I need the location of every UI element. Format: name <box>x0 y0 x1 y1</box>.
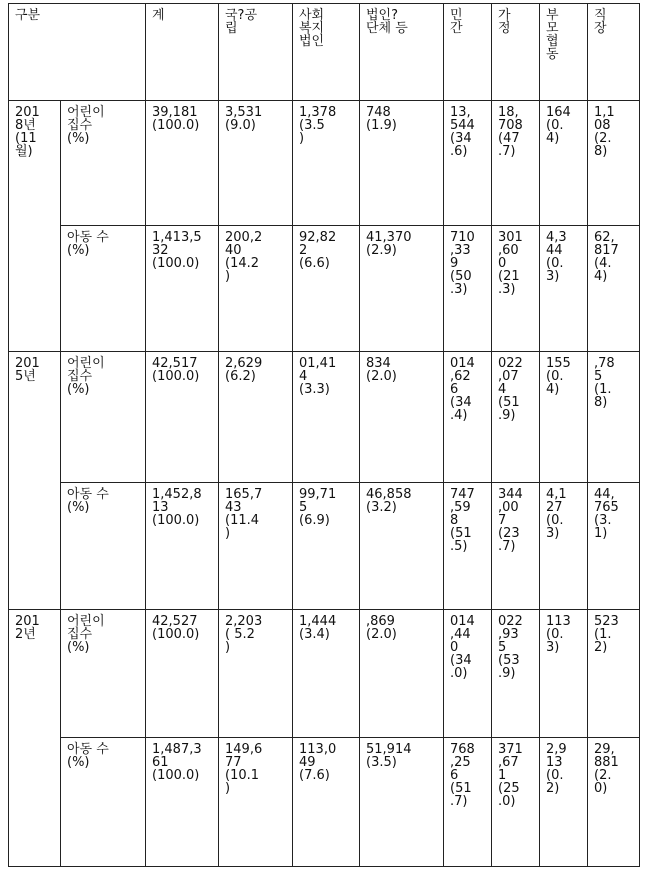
cell-value: 3,531 (9.0) <box>225 105 263 133</box>
table-row <box>9 101 640 226</box>
header-total <box>146 4 219 101</box>
cell-social-welfare <box>293 610 360 738</box>
cell-parent-coop <box>540 483 588 610</box>
cell-value: 014 ,44 0 (34 .0) <box>450 614 475 681</box>
cell-value: 113,0 49 (7.6) <box>299 742 337 783</box>
row-label: 아동 수 (%) <box>67 487 109 515</box>
cell-value: 2,9 13 (0. 2) <box>546 742 567 796</box>
cell-value: 42,527 (100.0) <box>152 614 200 642</box>
cell-total <box>146 738 219 867</box>
year-label: 201 8년 (11 월) <box>15 105 40 159</box>
table-row <box>9 738 640 867</box>
header-private-label: 민 간 <box>450 8 463 36</box>
cell-value: 523 (1. 2) <box>594 614 619 655</box>
cell-value: 1,487,3 61 (100.0) <box>152 742 202 783</box>
cell-value: 022 ,93 5 (53 .9) <box>498 614 523 681</box>
header-category-label: 구분 <box>15 8 41 23</box>
cell-value: 2,629 (6.2) <box>225 356 263 384</box>
cell-home <box>492 483 540 610</box>
cell-private <box>444 483 492 610</box>
cell-private <box>444 101 492 226</box>
cell-workplace <box>588 226 640 352</box>
year-cell <box>9 101 61 352</box>
cell-value: 165,7 43 (11.4 ) <box>225 487 263 541</box>
cell-public <box>219 101 293 226</box>
cell-corporate <box>360 226 444 352</box>
row-label-cell <box>61 610 146 738</box>
header-corporate-label: 법인? 단체 등 <box>366 8 408 36</box>
cell-private <box>444 610 492 738</box>
cell-total <box>146 352 219 483</box>
cell-value: 768 ,25 6 (51 .7) <box>450 742 475 809</box>
cell-value: 710 ,33 9 (50 .3) <box>450 230 475 297</box>
cell-private <box>444 738 492 867</box>
cell-value: 4,3 44 (0. 3) <box>546 230 567 284</box>
cell-social-welfare <box>293 483 360 610</box>
cell-value: 99,71 5 (6.9) <box>299 487 337 528</box>
row-label-cell <box>61 352 146 483</box>
header-parent-coop-label: 부 모 협 동 <box>546 8 559 62</box>
cell-value: 747 ,59 8 (51 .5) <box>450 487 475 554</box>
header-parent-coop <box>540 4 588 101</box>
header-total-label: 계 <box>152 8 165 23</box>
row-label-cell <box>61 483 146 610</box>
header-public-label: 국?공 립 <box>225 8 258 36</box>
childcare-statistics-table <box>8 3 640 867</box>
cell-value: 44, 765 (3. 1) <box>594 487 619 541</box>
year-label: 201 5년 <box>15 356 40 384</box>
cell-corporate <box>360 483 444 610</box>
cell-social-welfare <box>293 352 360 483</box>
cell-home <box>492 610 540 738</box>
header-social-welfare-label: 사회 복지 법인 <box>299 8 325 49</box>
row-label-cell <box>61 226 146 352</box>
year-cell <box>9 352 61 610</box>
cell-total <box>146 483 219 610</box>
cell-social-welfare <box>293 738 360 867</box>
cell-value: 113 (0. 3) <box>546 614 571 655</box>
cell-public <box>219 738 293 867</box>
cell-value: 51,914 (3.5) <box>366 742 412 770</box>
cell-value: 371 ,67 1 (25 .0) <box>498 742 523 809</box>
cell-corporate <box>360 738 444 867</box>
cell-home <box>492 738 540 867</box>
table-row <box>9 483 640 610</box>
table-row <box>9 610 640 738</box>
cell-value: 4,1 27 (0. 3) <box>546 487 567 541</box>
cell-total <box>146 610 219 738</box>
header-category <box>9 4 146 101</box>
table-row <box>9 352 640 483</box>
cell-value: 41,370 (2.9) <box>366 230 412 258</box>
cell-value: 1,444 (3.4) <box>299 614 337 642</box>
cell-social-welfare <box>293 226 360 352</box>
cell-total <box>146 101 219 226</box>
header-social-welfare <box>293 4 360 101</box>
row-label: 어린이 집수 (%) <box>67 356 105 397</box>
cell-public <box>219 352 293 483</box>
cell-workplace <box>588 352 640 483</box>
header-home <box>492 4 540 101</box>
cell-value: 2,203 ( 5.2 ) <box>225 614 263 655</box>
cell-value: 014 ,62 6 (34 .4) <box>450 356 475 423</box>
header-corporate <box>360 4 444 101</box>
cell-value: 13, 544 (34 .6) <box>450 105 475 159</box>
cell-parent-coop <box>540 738 588 867</box>
table-row <box>9 226 640 352</box>
cell-private <box>444 352 492 483</box>
cell-value: 834 (2.0) <box>366 356 397 384</box>
cell-value: ,869 (2.0) <box>366 614 397 642</box>
cell-value: 748 (1.9) <box>366 105 397 133</box>
cell-value: 200,2 40 (14.2 ) <box>225 230 263 284</box>
cell-value: ,78 5 (1. 8) <box>594 356 615 410</box>
year-cell <box>9 610 61 867</box>
cell-total <box>146 226 219 352</box>
cell-corporate <box>360 610 444 738</box>
cell-value: 29, 881 (2. 0) <box>594 742 619 796</box>
cell-parent-coop <box>540 352 588 483</box>
cell-value: 301 ,60 0 (21 .3) <box>498 230 523 297</box>
cell-social-welfare <box>293 101 360 226</box>
cell-public <box>219 226 293 352</box>
cell-private <box>444 226 492 352</box>
cell-workplace <box>588 483 640 610</box>
cell-value: 18, 708 (47 .7) <box>498 105 523 159</box>
cell-parent-coop <box>540 101 588 226</box>
cell-value: 155 (0. 4) <box>546 356 571 397</box>
header-public <box>219 4 293 101</box>
header-workplace <box>588 4 640 101</box>
cell-value: 01,41 4 (3.3) <box>299 356 337 397</box>
cell-workplace <box>588 610 640 738</box>
cell-corporate <box>360 352 444 483</box>
cell-home <box>492 226 540 352</box>
cell-value: 344 ,00 7 (23 .7) <box>498 487 523 554</box>
cell-corporate <box>360 101 444 226</box>
row-label: 아동 수 (%) <box>67 230 109 258</box>
cell-value: 1,378 (3.5 ) <box>299 105 337 146</box>
cell-value: 1,1 08 (2. 8) <box>594 105 615 159</box>
row-label-cell <box>61 101 146 226</box>
cell-value: 1,413,5 32 (100.0) <box>152 230 202 271</box>
cell-value: 39,181 (100.0) <box>152 105 200 133</box>
cell-value: 022 ,07 4 (51 .9) <box>498 356 523 423</box>
cell-value: 149,6 77 (10.1 ) <box>225 742 263 796</box>
header-workplace-label: 직 장 <box>594 8 607 36</box>
table-body <box>9 4 640 867</box>
header-private <box>444 4 492 101</box>
cell-home <box>492 352 540 483</box>
cell-value: 46,858 (3.2) <box>366 487 412 515</box>
cell-value: 42,517 (100.0) <box>152 356 200 384</box>
cell-public <box>219 483 293 610</box>
year-label: 201 2년 <box>15 614 40 642</box>
cell-public <box>219 610 293 738</box>
cell-value: 62, 817 (4. 4) <box>594 230 619 284</box>
cell-workplace <box>588 738 640 867</box>
cell-home <box>492 101 540 226</box>
cell-parent-coop <box>540 226 588 352</box>
row-label: 어린이 집수 (%) <box>67 614 105 655</box>
cell-workplace <box>588 101 640 226</box>
row-label: 어린이 집수 (%) <box>67 105 105 146</box>
header-home-label: 가 정 <box>498 8 511 36</box>
row-label: 아동 수 (%) <box>67 742 109 770</box>
cell-value: 1,452,8 13 (100.0) <box>152 487 202 528</box>
cell-parent-coop <box>540 610 588 738</box>
header-row <box>9 4 640 101</box>
cell-value: 164 (0. 4) <box>546 105 571 146</box>
cell-value: 92,82 2 (6.6) <box>299 230 337 271</box>
row-label-cell <box>61 738 146 867</box>
